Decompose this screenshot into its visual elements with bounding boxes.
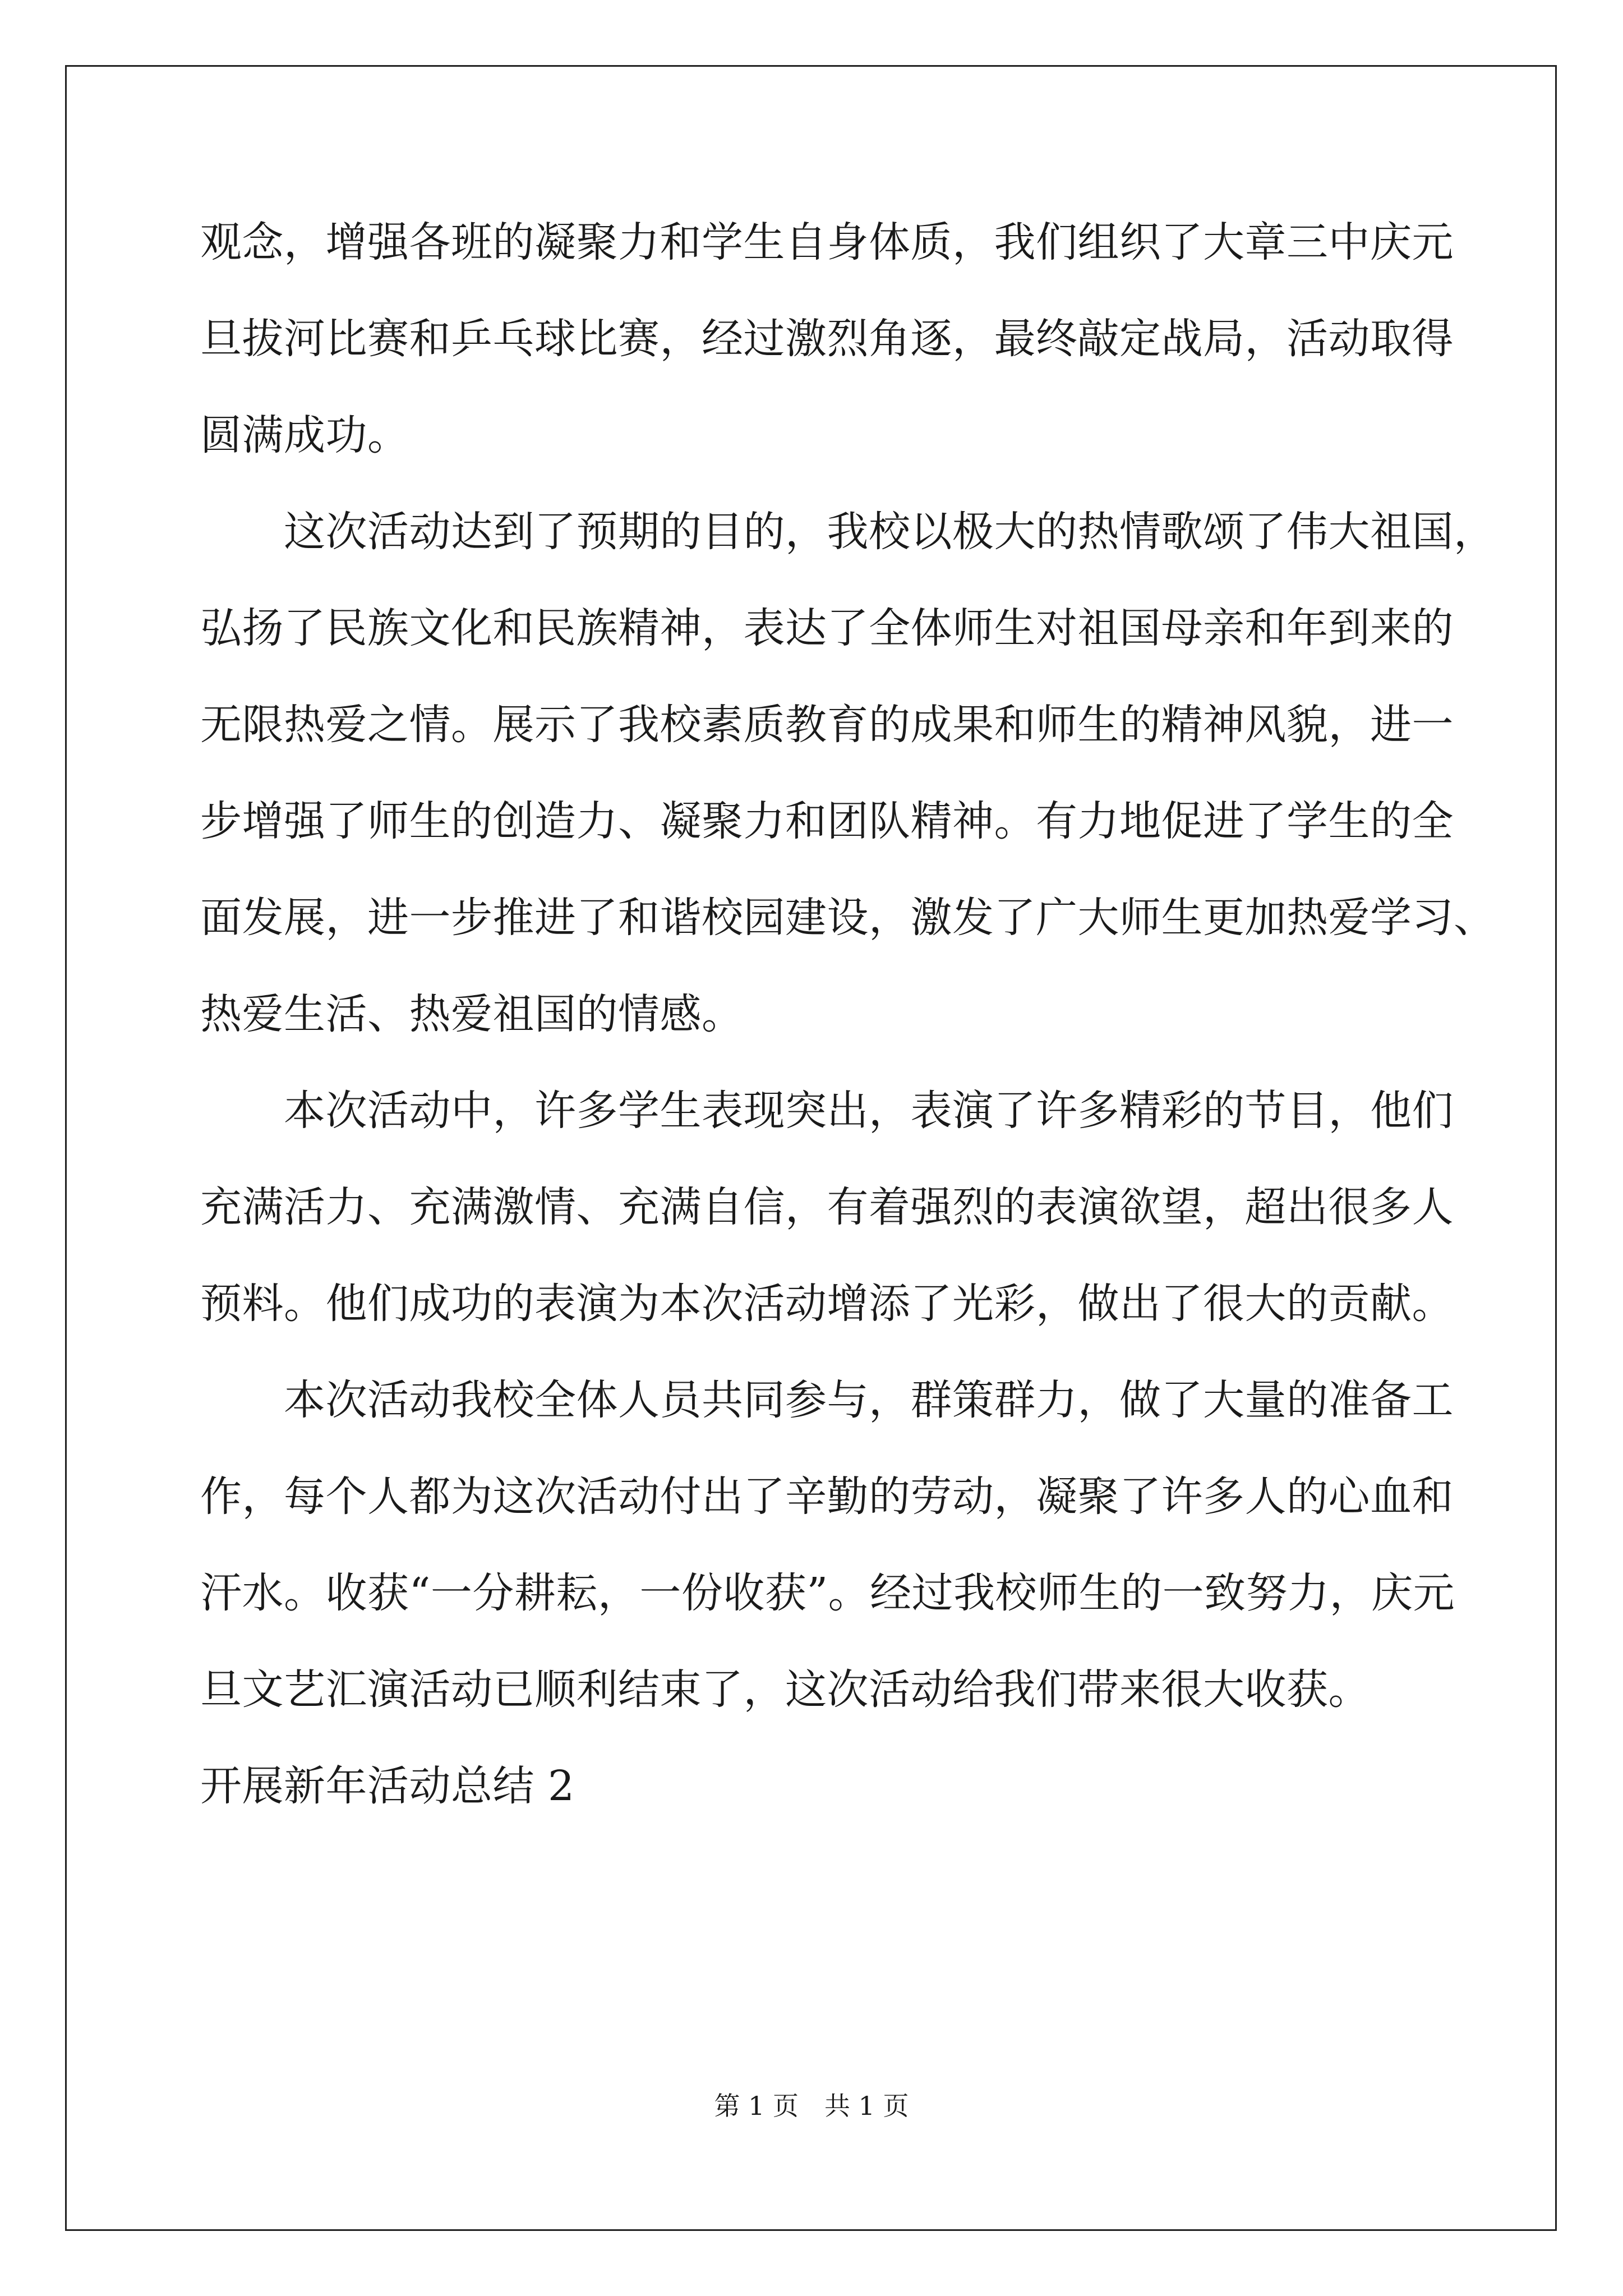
page-footer: 第 1 页 共 1 页	[714, 2091, 909, 2121]
text-line: 旦文艺汇演活动已顺利结束了，这次活动给我们带来很大收获。	[200, 1665, 1370, 1714]
text-line: 弘扬了民族文化和民族精神，表达了全体师生对祖国母亲和年到来的	[200, 604, 1454, 652]
text-line: 无限热爱之情。展示了我校素质教育的成果和师生的精神风貌，进一	[200, 701, 1454, 749]
text-line: 充满活力、充满激情、充满自信，有着强烈的表演欲望，超出很多人	[200, 1183, 1454, 1231]
paragraph-first-line: 本次活动中，许多学生表现突出，表演了许多精彩的节目，他们	[200, 1087, 1454, 1135]
text-line: 热爱生活、热爱祖国的情感。	[200, 990, 744, 1038]
text-line: 圆满成功。	[200, 411, 409, 459]
section-heading: 开展新年活动总结 2	[200, 1762, 575, 1810]
paragraph-first-line: 这次活动达到了预期的目的，我校以极大的热情歌颂了伟大祖国，	[200, 508, 1496, 556]
text-line: 汗水。收获“一分耕耘，一份收获”。经过我校师生的一致努力，庆元	[200, 1569, 1455, 1617]
text-line: 旦拔河比赛和乒乓球比赛，经过激烈角逐，最终敲定战局，活动取得	[200, 315, 1454, 363]
page-border	[65, 65, 1557, 2231]
text-line: 预料。他们成功的表演为本次活动增添了光彩，做出了很大的贡献。	[200, 1280, 1454, 1328]
paragraph-first-line: 本次活动我校全体人员共同参与，群策群力，做了大量的准备工	[200, 1376, 1454, 1424]
text-line: 作，每个人都为这次活动付出了辛勤的劳动，凝聚了许多人的心血和	[200, 1473, 1454, 1521]
text-line: 观念，增强各班的凝聚力和学生自身体质，我们组织了大章三中庆元	[200, 218, 1454, 266]
text-line: 面发展，进一步推进了和谐校园建设，激发了广大师生更加热爱学习、	[200, 894, 1496, 942]
text-line: 步增强了师生的创造力、凝聚力和团队精神。有力地促进了学生的全	[200, 797, 1454, 845]
